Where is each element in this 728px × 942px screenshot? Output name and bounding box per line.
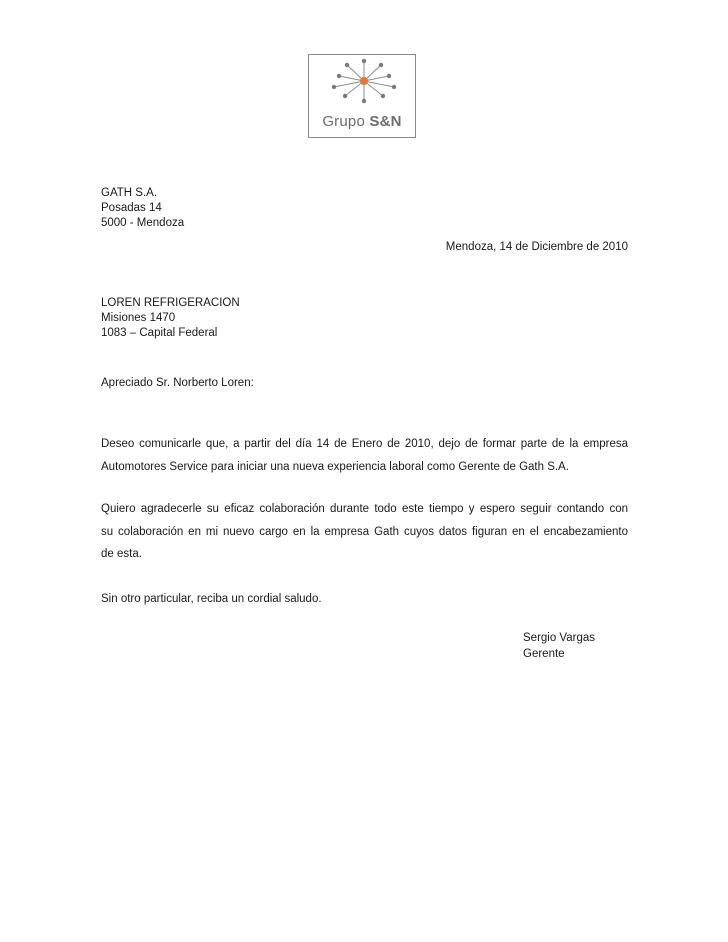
logo-word-grupo: Grupo xyxy=(322,113,366,130)
logo-wordmark xyxy=(309,113,415,130)
logo-node xyxy=(381,94,385,98)
company-logo xyxy=(308,54,416,138)
logo-node xyxy=(392,85,396,89)
logo-node xyxy=(337,74,341,78)
signature-block xyxy=(523,631,595,662)
sender-street: Posadas 14 xyxy=(101,202,162,214)
recipient-name: LOREN REFRIGERACION xyxy=(101,297,240,309)
paragraph-line: Deseo comunicarle que, a partir del día 14 de Enero de 2010, dejo de formar parte de la empresa xyxy=(101,438,628,450)
sender-city: 5000 - Mendoza xyxy=(101,217,185,229)
logo-node xyxy=(362,59,366,63)
logo-word-sn: S&N xyxy=(369,113,402,130)
logo-node xyxy=(387,74,391,78)
signer-title: Gerente xyxy=(523,647,565,660)
paragraph-line: su colaboración en mi nuevo cargo en la empresa Gath cuyos datos figuran en el encabezamiento xyxy=(101,525,628,538)
sender-name: GATH S.A. xyxy=(101,187,158,199)
paragraph-line: de esta. xyxy=(101,548,142,560)
logo-node xyxy=(379,63,383,67)
paragraph-line: Quiero agradecerle su eficaz colaboración durante todo este tiempo y espero seguir contando con xyxy=(101,503,628,515)
recipient-street: Misiones 1470 xyxy=(101,312,176,324)
letter-date: Mendoza, 14 de Diciembre de 2010 xyxy=(445,241,628,253)
logo-node xyxy=(343,94,347,98)
recipient-address xyxy=(101,296,240,341)
greeting: Apreciado Sr. Norberto Loren: xyxy=(101,377,254,389)
logo-node xyxy=(345,63,349,67)
recipient-city: 1083 – Capital Federal xyxy=(101,327,218,339)
sender-address xyxy=(101,186,184,231)
logo-node xyxy=(332,85,336,89)
paragraph-line: Automotores Service para iniciar una nueva experiencia laboral como Gerente de Gath S.A. xyxy=(101,460,569,473)
closing-line: Sin otro particular, reciba un cordial saludo. xyxy=(101,593,322,605)
logo-center-node xyxy=(360,77,368,85)
logo-node xyxy=(362,99,366,103)
signer-name: Sergio Vargas xyxy=(523,632,596,644)
body-paragraph-1 xyxy=(101,433,628,478)
body-paragraph-2 xyxy=(101,498,628,566)
